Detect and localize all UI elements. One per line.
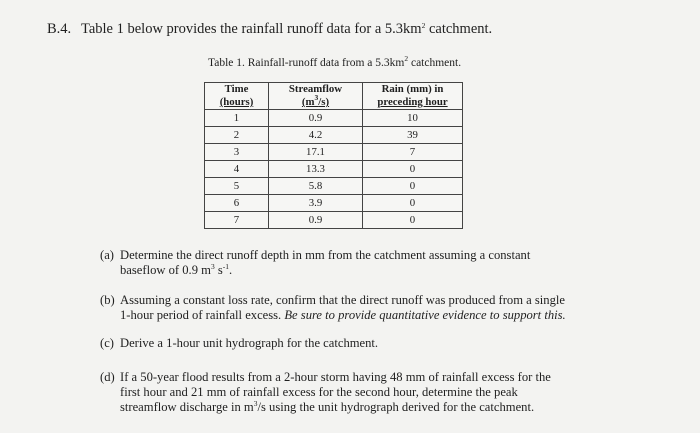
part-b-line2: 1-hour period of rainfall excess. Be sure to provide quantitative evidence to support this. [120, 308, 566, 322]
header-rain [363, 83, 463, 110]
cell-flow: 3.9 [269, 195, 363, 212]
part-a-line1: Determine the direct runoff depth in mm from the catchment assuming a constant [120, 248, 531, 262]
cell-flow: 4.2 [269, 127, 363, 144]
cell-time: 4 [205, 161, 269, 178]
cell-rain: 0 [363, 161, 463, 178]
caption-text: Table 1. Rainfall-runoff data from a 5.3km [208, 57, 405, 69]
header-flow-line2: $(m^3/s)$ [301, 93, 330, 108]
table-header-row [205, 83, 463, 110]
header-flow-line1: Streamflow [288, 83, 343, 95]
part-d-line1: If a 50-year flood results from a 2-hour storm having 48 mm of rainfall excess for the [120, 370, 551, 384]
question-text: Table 1 below provides the rainfall runoff data for a 5.3km [81, 21, 422, 37]
table-row [205, 195, 463, 212]
cell-flow: 5.8 [269, 178, 363, 195]
cell-time: 1 [205, 110, 269, 127]
cell-flow: 0.9 [269, 212, 363, 229]
caption-superscript: 2 [404, 54, 409, 63]
part-c [100, 336, 620, 351]
part-a-label: (a) [100, 248, 114, 262]
question-number: B.4. [47, 21, 72, 37]
header-time [205, 83, 269, 110]
header-time-line2: (hours) [219, 96, 254, 108]
cell-rain: 39 [363, 127, 463, 144]
part-a [100, 248, 620, 278]
cell-time: 5 [205, 178, 269, 195]
cell-time: 6 [205, 195, 269, 212]
question-text-end: catchment. [425, 21, 493, 37]
cell-time: 7 [205, 212, 269, 229]
cell-flow: 17.1 [269, 144, 363, 161]
part-b [100, 293, 620, 323]
cell-time: 3 [205, 144, 269, 161]
part-d-label: (d) [100, 370, 115, 384]
part-b-emphasis: Be sure to provide quantitative evidence to support this. [284, 308, 566, 322]
part-b-label: (b) [100, 293, 115, 307]
cell-time: 2 [205, 127, 269, 144]
header-rain-line2: preceding hour [377, 96, 448, 108]
table-row [205, 212, 463, 229]
part-c-label: (c) [100, 336, 114, 350]
question-superscript: 2 [421, 21, 426, 30]
part-a-line2: baseflow of 0.9 $m^3$ $s^{-1}$. [120, 262, 233, 277]
table-row [205, 110, 463, 127]
table-caption [208, 54, 462, 69]
part-b-line1: Assuming a constant loss rate, confirm that the direct runoff was produced from a single [120, 293, 565, 307]
part-d-line2: first hour and 21 mm of rainfall excess for the second hour, determine the peak [120, 385, 518, 399]
cell-rain: 10 [363, 110, 463, 127]
part-d [100, 370, 620, 415]
header-streamflow [269, 83, 363, 110]
cell-rain: 7 [363, 144, 463, 161]
cell-flow: 0.9 [269, 110, 363, 127]
cell-rain: 0 [363, 195, 463, 212]
cell-rain: 0 [363, 212, 463, 229]
part-c-line1: Derive a 1-hour unit hydrograph for the catchment. [120, 336, 379, 350]
question-heading [47, 21, 492, 38]
cell-rain: 0 [363, 178, 463, 195]
table-row [205, 144, 463, 161]
table-row [205, 161, 463, 178]
cell-flow: 13.3 [269, 161, 363, 178]
header-time-line1: Time [224, 83, 249, 95]
table-row [205, 127, 463, 144]
caption-text-end: catchment. [408, 57, 462, 69]
part-d-line3: streamflow discharge in $m^3/s$ using the unit hydrograph derived for the catchment. [120, 399, 535, 414]
rainfall-runoff-table [204, 82, 463, 229]
table-row [205, 178, 463, 195]
header-rain-line1: Rain (mm) in [381, 83, 444, 95]
